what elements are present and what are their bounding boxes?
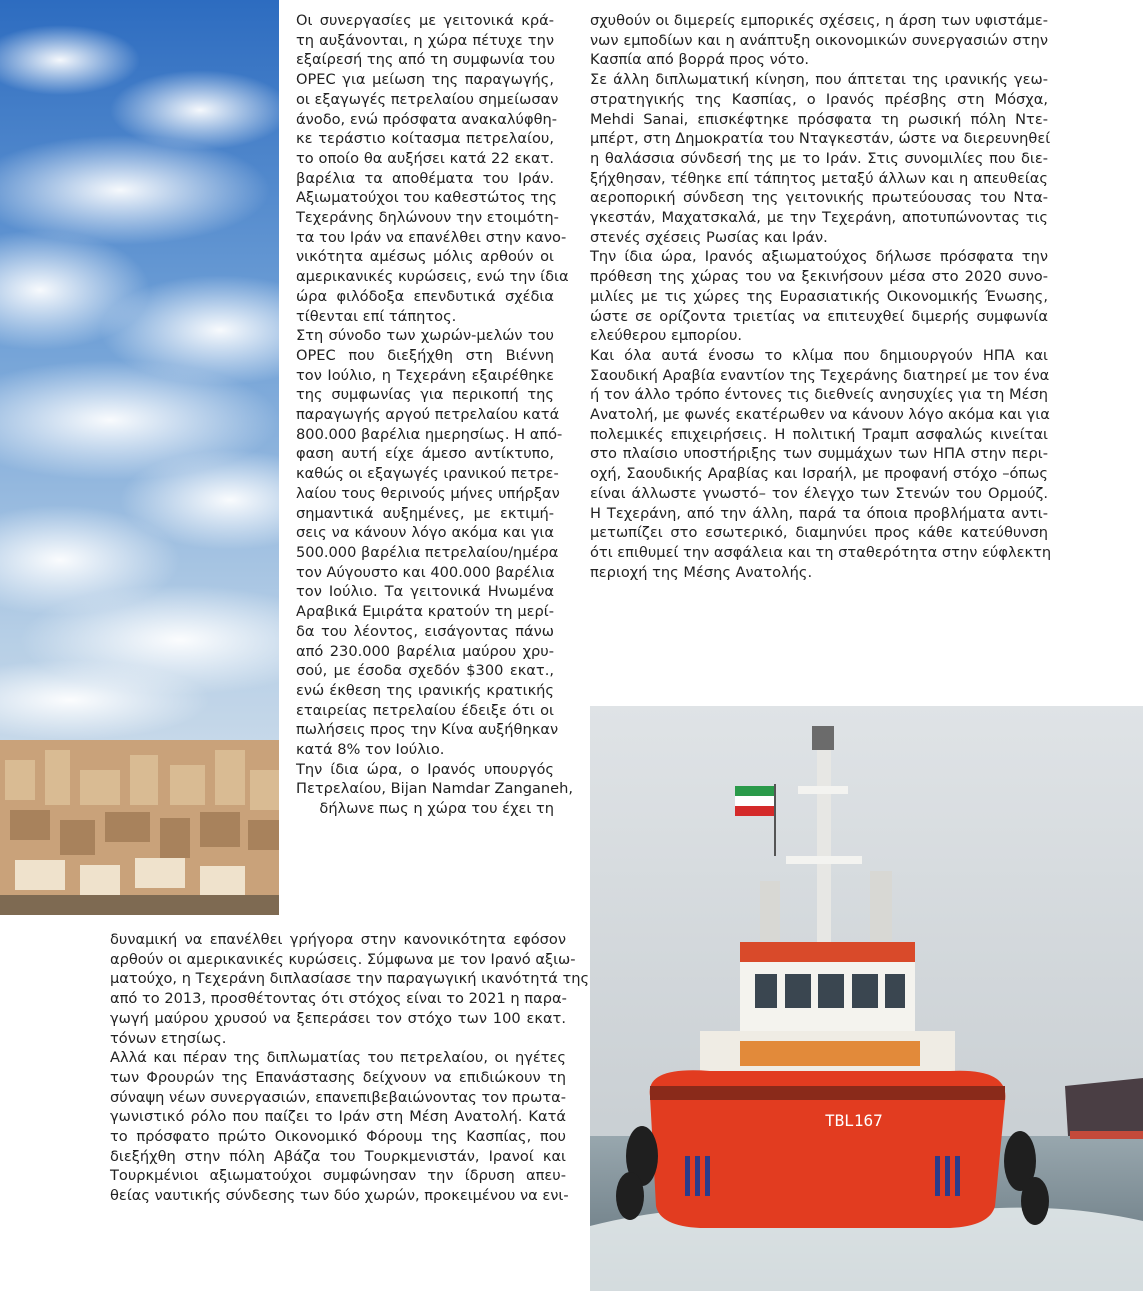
text-line: θείας ναυτικής σύνδεσης των δύο χωρών, προκειμένου να ενι- (110, 1187, 569, 1205)
text-line: ώρα φιλόδοξα επενδυτικά σχέδια (296, 287, 554, 305)
text-line: τα του Ιράν να επανέλθει στην κανο- (296, 228, 567, 246)
text-line: εξαίρεσή της από τη συμφωνία του (296, 51, 556, 69)
text-line: αεροπορική σύνδεση της γειτονικής πρωτεύουσας του Ντα- (590, 189, 1048, 207)
text-line: των Φρουρών της Επανάστασης δείχνουν να επιδιώκουν τη (110, 1068, 566, 1086)
text-line: Την ίδια ώρα, Ιρανός αξιωματούχος δήλωσε πρόσφατα την (590, 248, 1048, 266)
text-line: σού, με έσοδα σχεδόν $300 εκατ., (296, 662, 554, 680)
text-line: ελεύθερου εμπορίου. (590, 327, 743, 345)
text-line: Στη σύνοδο των χωρών-μελών του (296, 327, 554, 345)
text-line: 500.000 βαρέλια πετρελαίου/ημέρα (296, 543, 559, 561)
text-line: της συμφωνίας για περικοπή της (296, 386, 554, 404)
text-line: στρατηγικής της Κασπίας, ο Ιρανός πρέσβης στη Μόσχα, (590, 90, 1048, 108)
text-line: πολεμικές επιχειρήσεις. Η πολιτική Τραμπ ασφαλώς κινείται (590, 425, 1048, 443)
text-line: στενές σχέσεις Ρωσίας και Ιράν. (590, 228, 828, 246)
text-line: Οι συνεργασίες με γειτονικά κρά- (296, 12, 554, 29)
text-line: γωνιστικό ρόλο που παίζει το Ιράν στη Μέση Ανατολή. Κατά (110, 1108, 566, 1126)
text-line: Τεχεράνης δηλώνουν την ετοιμότη- (296, 209, 559, 227)
city-sky-photo (0, 0, 279, 915)
text-line: OPEC που διεξήχθη στη Βιέννη (296, 346, 554, 364)
text-line: βαρέλια τα αποθέματα του Ιράν. (296, 169, 554, 187)
city-sky-illustration (0, 0, 279, 915)
tugboat-photo (590, 706, 1143, 1291)
text-line: νων εμποδίων και η ανάπτυξη οικονομικών συνεργασιών στην (590, 31, 1048, 49)
text-line: φαση αυτή είχε άμεσο αντίκτυπο, (296, 445, 554, 463)
text-line: σεις να κάνουν λόγο ακόμα και για (296, 524, 554, 542)
text-line: άνοδο, ενώ πρόσφατα ανακαλύφθη- (296, 110, 558, 128)
text-line: τίθενται επί τάπητος. (296, 307, 457, 325)
hull-marking: TBL167 (825, 1111, 883, 1130)
text-line: το οποίο θα αυξήσει κατά 22 εκατ. (296, 149, 554, 167)
text-line: τον Ιούλιο, η Τεχεράνη εξαιρέθηκε (296, 366, 554, 384)
text-line: 800.000 βαρέλια ημερησίως. Η από- (296, 425, 563, 443)
text-line: παραγωγής αργού πετρελαίου κατά (296, 406, 560, 424)
text-line: νικότητα αμέσως μόλις αρθούν οι (296, 248, 554, 266)
text-line: Πετρελαίου, Bijan Namdar Zanganeh, (296, 780, 574, 798)
text-line: οι εξαγωγές πετρελαίου σημείωσαν (296, 90, 559, 108)
text-line: περιοχή της Μέσης Ανατολής. (590, 563, 813, 581)
text-line: Κασπία από βορρά προς νότο. (590, 51, 810, 69)
text-line: καθώς οι εξαγωγές ιρανικού πετρε- (296, 465, 559, 483)
text-line: Αλλά και πέραν της διπλωματίας του πετρελαίου, οι ηγέτες (110, 1049, 566, 1067)
text-line: τον Ιούλιο. Τα γειτονικά Ηνωμένα (296, 583, 554, 601)
text-line: οχή, Σαουδικής Αραβίας και Ισραήλ, με προφανή στόχο –όπως (590, 465, 1048, 483)
text-line: Αξιωματούχοι του καθεστώτος της (296, 189, 557, 207)
text-line: Ανατολή, με φωνές εκατέρωθεν να κάνουν λόγο ακόμα και για (590, 406, 1050, 424)
left-column (296, 11, 574, 819)
right-column (590, 11, 1052, 582)
text-line: κατά 8% τον Ιούλιο. (296, 741, 445, 759)
text-line: σύναψη νέων συνεργασιών, επανεπιβεβαιώνοντας τον πρωτα- (110, 1088, 566, 1106)
text-line: Την ίδια ώρα, ο Ιρανός υπουργός (296, 760, 554, 778)
text-line: ή τον άλλο τρόπο έντονες τις διεθνείς ανησυχίες για τη Μέση (590, 386, 1048, 404)
text-line: Και όλα αυτά ένοσω το κλίμα που δημιουργούν ΗΠΑ και (590, 346, 1048, 364)
tugboat-illustration (590, 706, 1143, 1291)
text-line: από 230.000 βαρέλια μαύρου χρυ- (296, 642, 554, 660)
text-line: Τουρκμένιοι αξιωματούχοι συμφώνησαν την ίδρυση απευ- (110, 1167, 566, 1185)
text-line: αμερικανικές κυρώσεις, ενώ την ίδια (296, 268, 569, 286)
text-line: Σαουδική Αραβία εναντίον της Τεχεράνης διατηρεί με τον ένα (590, 366, 1050, 384)
text-line: στο πλαίσιο υποστήριξης των συμμάχων των ΗΠΑ στην περι- (590, 445, 1048, 463)
text-line: μετωπίζει στο εσωτερικό, διαμηνύει προς κάθε κατεύθυνση (590, 524, 1048, 542)
text-line: τη αυξάνονται, η χώρα πέτυχε την (296, 31, 554, 49)
text-line: αρθούν οι αμερικανικές κυρώσεις. Σύμφωνα με τον Ιρανό αξιω- (110, 950, 576, 968)
text-line: Σε άλλη διπλωματική κίνηση, που άπτεται της ιρανικής γεω- (590, 71, 1048, 89)
text-line: τον Αύγουστο και 400.000 βαρέλια (296, 563, 555, 581)
text-line: Η Τεχεράνη, από την άλλη, παρά τα όποια προβλήματα αντι- (590, 504, 1048, 522)
text-line: δα του λέοντος, εισάγοντας πάνω (296, 622, 554, 640)
text-line: από το 2013, προσθέτοντας ότι στόχος είναι το 2021 η παρα- (110, 990, 567, 1008)
text-line: Αραβικά Εμιράτα κρατούν τη μερί- (296, 603, 554, 621)
text-line: ενώ έκθεση της ιρανικής κρατικής (296, 681, 554, 699)
text-line: δήλωνε πως η χώρα του έχει τη (319, 800, 554, 818)
text-line: ώστε σε ορίζοντα τριετίας να επιτευχθεί διμερής συμφωνία (590, 307, 1048, 325)
text-line: σημαντικά αυξημένες, με εκτιμή- (296, 504, 554, 522)
text-line: εταιρείας πετρελαίου έδειξε ότι οι (296, 701, 554, 719)
text-line: δυναμική να επανέλθει γρήγορα στην κανονικότητα εφόσον (110, 931, 566, 948)
text-line: Mehdi Sanai, επισκέφτηκε πρόσφατα τη ρωσική πόλη Ντε- (590, 110, 1048, 128)
text-line: πρόθεση της χώρας του να ξεκινήσουν μέσα στο 2020 συνο- (590, 268, 1048, 286)
text-line: διεξήχθη στην πόλη Αβάζα του Τουρκμενιστάν, Ιρανοί και (110, 1147, 566, 1165)
text-line: πωλήσεις προς την Κίνα αυξήθηκαν (296, 721, 559, 739)
text-line: το πρόσφατο πρώτο Οικονομικό Φόρουμ της Κασπίας, που (110, 1128, 566, 1146)
text-line: OPEC για μείωση της παραγωγής, (296, 71, 554, 89)
bottom-column (110, 930, 590, 1206)
text-line: λαίου τους θερινούς μήνες υπήρξαν (296, 484, 560, 502)
text-line: ξήχθησαν, τέθηκε επί τάπητος μεταξύ άλλων και η απευθείας (590, 169, 1048, 187)
text-line: σχυθούν οι διμερείς εμπορικές σχέσεις, η άρση των υφιστάμε- (590, 12, 1048, 29)
text-line: ότι επιθυμεί την ασφάλεια και τη σταθερότητα στην εύφλεκτη (590, 543, 1052, 561)
text-line: τόνων ετησίως. (110, 1029, 227, 1047)
text-line: γωγή μαύρου χρυσού να ξεπεράσει τον στόχο των 100 εκατ. (110, 1009, 566, 1027)
text-line: είναι άλλωστε γνωστό– τον έλεγχο των Στενών του Ορμούζ. (590, 484, 1048, 502)
text-line: μπέρτ, στη Δημοκρατία του Νταγκεστάν, ώστε να διερευνηθεί (590, 130, 1051, 148)
text-line: μιλίες με τις χώρες της Ευρασιατικής Οικονομικής Ένωσης, (590, 287, 1048, 305)
text-line: η θαλάσσια σύνδεσή της με το Ιράν. Στις συνομιλίες που διε- (590, 149, 1048, 167)
text-line: ματούχο, η Τεχεράνη διπλασίασε την παραγωγική ικανότητά της (110, 970, 590, 988)
text-line: γκεστάν, Μαχατσκαλά, με την Τεχεράνη, αποτυπώνοντας τις (590, 209, 1048, 227)
text-line: κε τεράστιο κοίτασμα πετρελαίου, (296, 130, 554, 148)
